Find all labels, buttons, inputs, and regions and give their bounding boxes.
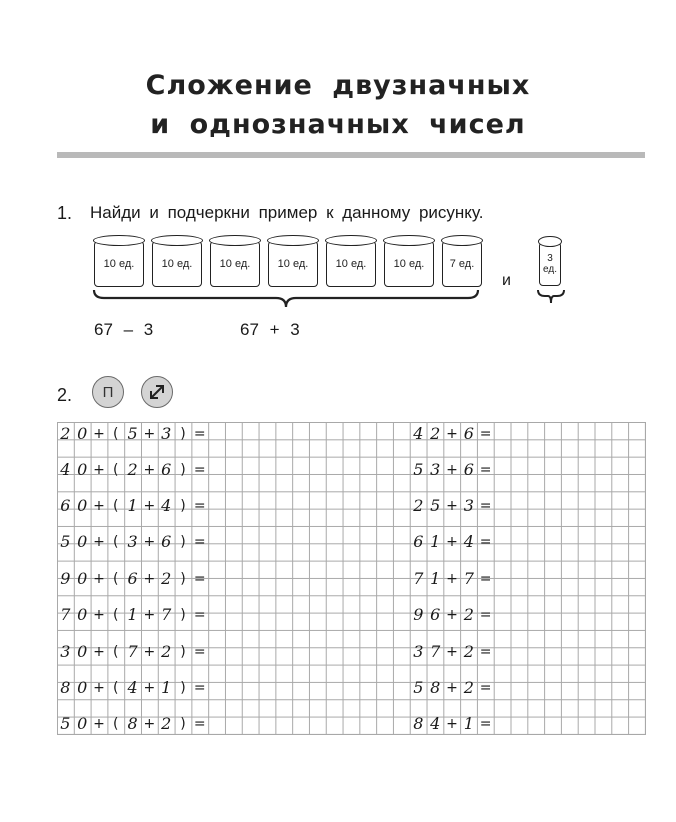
barrel bbox=[210, 241, 260, 287]
equation-char: = bbox=[193, 680, 206, 696]
equation-char: + bbox=[93, 680, 105, 696]
equation-char: 0 bbox=[77, 642, 88, 661]
equation-char: 0 bbox=[77, 714, 88, 733]
equation-row[interactable] bbox=[410, 533, 494, 551]
equation-char: + bbox=[93, 571, 105, 587]
barrel bbox=[384, 241, 434, 287]
equation-char: = bbox=[193, 644, 206, 660]
equation-row[interactable] bbox=[410, 679, 494, 697]
equation-char: = bbox=[193, 498, 206, 514]
equation-char: 0 bbox=[77, 460, 88, 479]
equation-char: 3 bbox=[430, 460, 441, 479]
equation-row[interactable] bbox=[57, 425, 208, 443]
barrel bbox=[152, 241, 202, 287]
equation-char: + bbox=[446, 644, 458, 660]
equation-char: + bbox=[143, 498, 156, 514]
equation-row[interactable] bbox=[410, 425, 494, 443]
equation-char: 8 bbox=[430, 678, 441, 697]
equation-row[interactable] bbox=[57, 533, 208, 551]
barrel-label: 10 ед. bbox=[393, 258, 425, 270]
equation-char: + bbox=[446, 716, 458, 732]
equation-char: 9 bbox=[60, 569, 71, 588]
equation-char: 4 bbox=[161, 496, 172, 515]
equation-char: 8 bbox=[413, 714, 424, 733]
equation-char: + bbox=[143, 716, 156, 732]
title-divider bbox=[57, 152, 645, 158]
equation-row[interactable] bbox=[57, 497, 208, 515]
equation-char: = bbox=[479, 644, 492, 660]
equation-char: 3 bbox=[127, 532, 138, 551]
equation-char: 3 bbox=[463, 496, 474, 515]
equation-char: 2 bbox=[463, 678, 474, 697]
equation-char: 1 bbox=[430, 569, 441, 588]
expression-option-2[interactable]: 67 + 3 bbox=[240, 320, 300, 339]
small-brace bbox=[535, 288, 567, 306]
equation-row[interactable] bbox=[410, 497, 494, 515]
equation-char: + bbox=[93, 607, 105, 623]
task-1-number: 1. bbox=[57, 203, 73, 223]
barrel-label: 10 ед. bbox=[335, 258, 367, 270]
equation-char: + bbox=[446, 426, 458, 442]
equation-char: 2 bbox=[127, 460, 138, 479]
equation-char: 6 bbox=[413, 532, 424, 551]
equation-char: 7 bbox=[127, 642, 138, 661]
equation-char: ) bbox=[180, 498, 186, 514]
equation-row[interactable] bbox=[57, 570, 208, 588]
barrel bbox=[94, 241, 144, 287]
equation-char: 1 bbox=[127, 605, 138, 624]
equation-char: = bbox=[193, 426, 206, 442]
equation-char: 0 bbox=[77, 605, 88, 624]
equation-char: = bbox=[193, 534, 206, 550]
small-barrel-label-number: 3 bbox=[547, 253, 553, 264]
equation-char: 6 bbox=[127, 569, 138, 588]
equation-char: + bbox=[93, 462, 105, 478]
barrel-label: 10 ед. bbox=[103, 258, 135, 270]
equation-char: ( bbox=[113, 534, 119, 550]
equation-char: ) bbox=[180, 534, 186, 550]
equation-row[interactable] bbox=[410, 606, 494, 624]
equation-row[interactable] bbox=[410, 643, 494, 661]
barrel-label: 10 ед. bbox=[161, 258, 193, 270]
resize-arrows-icon bbox=[141, 376, 173, 408]
equation-char: ( bbox=[113, 607, 119, 623]
task-1-instruction: Найди и подчеркни пример к данному рисунку. bbox=[90, 203, 484, 222]
equation-char: = bbox=[193, 462, 206, 478]
page-title-line-1: Сложение двузначных bbox=[145, 70, 531, 101]
equation-char: 4 bbox=[430, 714, 441, 733]
equation-row[interactable] bbox=[57, 606, 208, 624]
equation-char: 7 bbox=[413, 569, 424, 588]
equation-char: + bbox=[143, 680, 156, 696]
equation-char: 4 bbox=[127, 678, 138, 697]
equation-char: ( bbox=[113, 462, 119, 478]
equation-char: ) bbox=[180, 680, 186, 696]
equation-char: 9 bbox=[413, 605, 424, 624]
equation-char: 6 bbox=[463, 424, 474, 443]
equation-char: 2 bbox=[161, 642, 172, 661]
equation-char: 4 bbox=[60, 460, 71, 479]
equation-char: ) bbox=[180, 426, 186, 442]
equation-char: + bbox=[446, 498, 458, 514]
equation-char: = bbox=[479, 462, 492, 478]
equation-char: 2 bbox=[161, 714, 172, 733]
equation-char: 3 bbox=[161, 424, 172, 443]
equation-char: ) bbox=[180, 716, 186, 732]
equation-char: ( bbox=[113, 680, 119, 696]
equation-char: 1 bbox=[463, 714, 474, 733]
equation-row[interactable] bbox=[57, 643, 208, 661]
equation-char: = bbox=[479, 534, 492, 550]
equation-row[interactable] bbox=[410, 570, 494, 588]
barrel-label: 10 ед. bbox=[219, 258, 251, 270]
equation-row[interactable] bbox=[57, 715, 208, 733]
equation-char: ( bbox=[113, 571, 119, 587]
equation-char: 0 bbox=[77, 424, 88, 443]
barrel bbox=[442, 241, 482, 287]
equation-char: ) bbox=[180, 607, 186, 623]
equation-char: ( bbox=[113, 426, 119, 442]
equation-char: 6 bbox=[463, 460, 474, 479]
equation-char: 5 bbox=[60, 532, 71, 551]
equation-char: + bbox=[446, 534, 458, 550]
large-brace bbox=[90, 288, 482, 310]
equation-char: + bbox=[143, 571, 156, 587]
equation-char: 2 bbox=[413, 496, 424, 515]
equation-char: 4 bbox=[413, 424, 424, 443]
equation-char: 0 bbox=[77, 569, 88, 588]
equation-char: 1 bbox=[161, 678, 172, 697]
page-title-line-2: и однозначных чисел bbox=[150, 109, 526, 140]
equation-char: 7 bbox=[463, 569, 474, 588]
equation-char: + bbox=[93, 426, 105, 442]
barrel-label: 7 ед. bbox=[449, 258, 475, 270]
equation-char: 5 bbox=[413, 678, 424, 697]
equation-char: = bbox=[479, 571, 492, 587]
equation-char: + bbox=[93, 644, 105, 660]
equation-row[interactable] bbox=[410, 715, 494, 733]
and-word: и bbox=[502, 272, 511, 289]
equation-char: 5 bbox=[413, 460, 424, 479]
equation-char: = bbox=[479, 498, 492, 514]
equation-char: 0 bbox=[77, 678, 88, 697]
expression-option-1[interactable]: 67 – 3 bbox=[94, 320, 154, 339]
equation-char: 6 bbox=[430, 605, 441, 624]
equation-char: = bbox=[193, 571, 206, 587]
equation-row[interactable] bbox=[57, 461, 208, 479]
equation-char: ( bbox=[113, 644, 119, 660]
equation-char: 4 bbox=[463, 532, 474, 551]
equation-char: + bbox=[143, 426, 156, 442]
equation-char: = bbox=[479, 680, 492, 696]
equation-char: = bbox=[479, 426, 492, 442]
equation-char: 1 bbox=[127, 496, 138, 515]
equation-char: + bbox=[143, 534, 156, 550]
equation-char: + bbox=[446, 571, 458, 587]
barrel bbox=[268, 241, 318, 287]
equation-char: = bbox=[479, 716, 492, 732]
equation-char: 7 bbox=[60, 605, 71, 624]
equation-char: 7 bbox=[430, 642, 441, 661]
equation-char: 2 bbox=[463, 605, 474, 624]
equation-char: 3 bbox=[413, 642, 424, 661]
barrel bbox=[326, 241, 376, 287]
equation-char: 1 bbox=[430, 532, 441, 551]
equation-char: + bbox=[93, 498, 105, 514]
equation-char: + bbox=[143, 462, 156, 478]
equation-row[interactable] bbox=[57, 679, 208, 697]
equation-row[interactable] bbox=[410, 461, 494, 479]
equation-char: 6 bbox=[161, 532, 172, 551]
equation-char: 5 bbox=[60, 714, 71, 733]
equation-char: ) bbox=[180, 644, 186, 660]
equation-char: ) bbox=[180, 462, 186, 478]
equation-char: 5 bbox=[430, 496, 441, 515]
task-2-number: 2. bbox=[57, 385, 73, 405]
equation-char: 8 bbox=[60, 678, 71, 697]
equation-char: ) bbox=[180, 571, 186, 587]
small-barrel-label-unit: ед. bbox=[543, 264, 557, 275]
equation-char: + bbox=[446, 462, 458, 478]
badge-letter: П bbox=[102, 383, 114, 401]
equation-char: 6 bbox=[60, 496, 71, 515]
equation-char: 3 bbox=[60, 642, 71, 661]
equation-char: + bbox=[93, 716, 105, 732]
letter-p-badge bbox=[92, 376, 124, 408]
equation-char: 2 bbox=[60, 424, 71, 443]
equation-char: = bbox=[193, 607, 206, 623]
equation-char: 7 bbox=[161, 605, 172, 624]
small-barrel bbox=[539, 242, 561, 286]
equation-char: 0 bbox=[77, 532, 88, 551]
equation-char: 2 bbox=[463, 642, 474, 661]
equation-char: ( bbox=[113, 716, 119, 732]
equation-char: = bbox=[193, 716, 206, 732]
barrel-label: 10 ед. bbox=[277, 258, 309, 270]
equation-char: 6 bbox=[161, 460, 172, 479]
equation-char: + bbox=[446, 607, 458, 623]
equation-char: + bbox=[446, 680, 458, 696]
equation-char: 8 bbox=[127, 714, 138, 733]
equation-char: + bbox=[143, 644, 156, 660]
equation-char: 2 bbox=[161, 569, 172, 588]
equation-char: 2 bbox=[430, 424, 441, 443]
equation-char: 0 bbox=[77, 496, 88, 515]
equation-char: = bbox=[479, 607, 492, 623]
equation-char: 5 bbox=[127, 424, 138, 443]
equation-char: + bbox=[143, 607, 156, 623]
equation-char: ( bbox=[113, 498, 119, 514]
equation-char: + bbox=[93, 534, 105, 550]
